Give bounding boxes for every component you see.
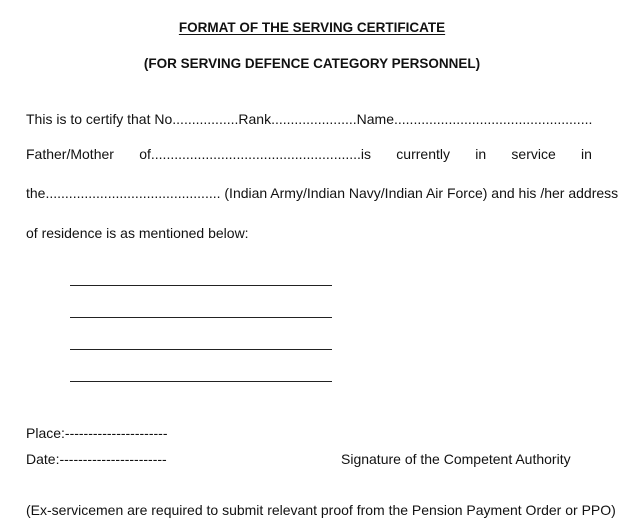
address-line-2 bbox=[70, 317, 332, 318]
line2-word: currently bbox=[396, 146, 450, 162]
certify-line-3: the............................................. (Indian Army/Indian Navy/Indian Air Force) and his /her address bbox=[26, 185, 619, 201]
line2-word: of......................................................is bbox=[139, 146, 372, 162]
place-field: Place:---------------------- bbox=[26, 425, 168, 441]
line2-word: Father/Mother bbox=[26, 146, 114, 162]
document-subtitle: (FOR SERVING DEFENCE CATEGORY PERSONNEL) bbox=[143, 56, 481, 71]
address-line-1 bbox=[70, 285, 332, 286]
line2-word: service bbox=[511, 146, 556, 162]
address-line-4 bbox=[70, 381, 332, 382]
certify-line-2 bbox=[26, 146, 592, 162]
certify-line-4: of residence is as mentioned below: bbox=[26, 225, 249, 241]
signature-label: Signature of the Competent Authority bbox=[341, 451, 571, 467]
date-field: Date:----------------------- bbox=[26, 451, 167, 467]
address-line-3 bbox=[70, 349, 332, 350]
line2-word: in bbox=[475, 146, 487, 162]
line2-word: in bbox=[581, 146, 592, 162]
document-title: FORMAT OF THE SERVING CERTIFICATE bbox=[178, 20, 446, 35]
certify-line-1: This is to certify that No.................Rank......................Name................................................... bbox=[26, 111, 593, 127]
footnote: (Ex-servicemen are required to submit relevant proof from the Pension Payment Order or PPO) bbox=[26, 502, 616, 518]
